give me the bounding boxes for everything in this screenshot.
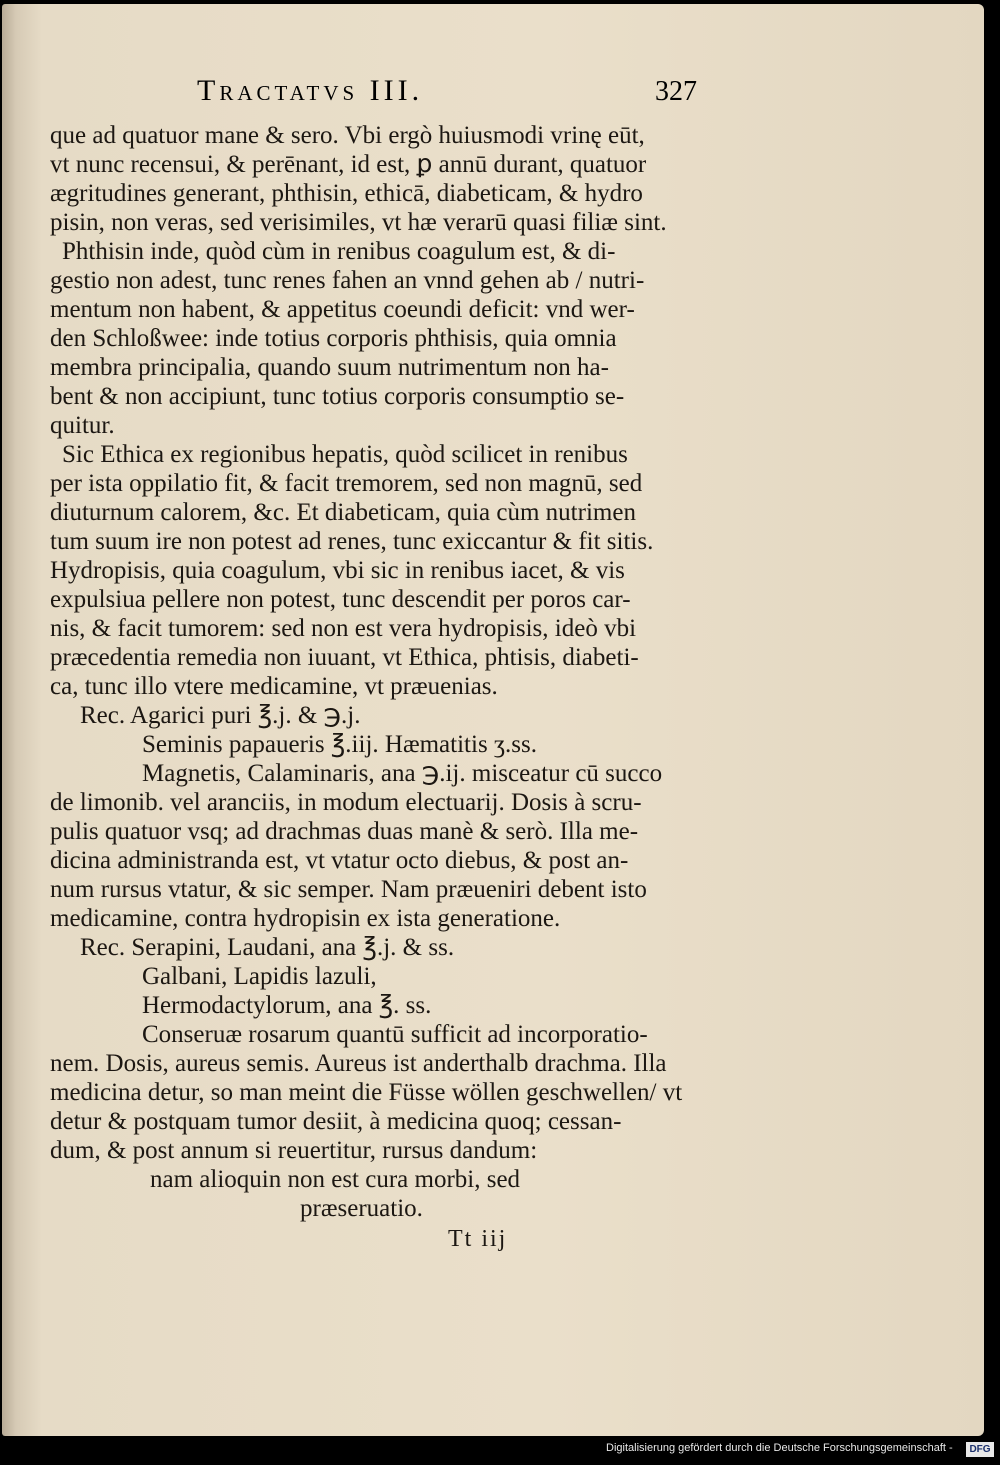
text-line: Seminis papaueris ℥.iij. Hæmatitis ʒ.ss. <box>142 731 537 758</box>
text-line: Hermodactylorum, ana ℥. ss. <box>142 992 432 1019</box>
text-line: medicina detur, so man meint die Füsse wöllen geschwellen/ vt <box>50 1079 683 1106</box>
text-line: Hydropisis, quia coagulum, vbi sic in renibus iacet, & vis <box>50 557 625 584</box>
text-line: dum, & post annum si reuertitur, rursus dandum: <box>50 1137 538 1164</box>
page-header <box>197 74 697 110</box>
page-number: 327 <box>655 76 697 107</box>
text-line: bent & non accipiunt, tunc totius corporis consumptio se- <box>50 383 625 410</box>
text-line: quitur. <box>50 412 115 439</box>
text-line: membra principalia, quando suum nutrimentum non ha- <box>50 354 609 381</box>
text-line: dicina administranda est, vt vtatur octo diebus, & post an- <box>50 847 629 874</box>
text-line: Conseruæ rosarum quantū sufficit ad incorporatio- <box>142 1021 648 1048</box>
text-line: gestio non adest, tunc renes fahen an vnnd gehen ab / nutri- <box>50 267 645 294</box>
text-line: Sic Ethica ex regionibus hepatis, quòd scilicet in renibus <box>62 441 628 468</box>
text-line: tum suum ire non potest ad renes, tunc exiccantur & fit sitis. <box>50 528 654 555</box>
text-line: pisin, non veras, sed verisimiles, vt hæ verarū quasi filiæ sint. <box>50 209 667 236</box>
text-line: Galbani, Lapidis lazuli, <box>142 963 377 990</box>
dfg-logo: DFG <box>966 1442 994 1457</box>
text-line: per ista oppilatio fit, & facit tremorem, sed non magnū, sed <box>50 470 643 497</box>
text-line: mentum non habent, & appetitus coeundi deficit: vnd wer- <box>50 296 635 323</box>
text-line: vt nunc recensui, & perēnant, id est, ꝑ annū durant, quatuor <box>50 151 647 178</box>
text-line: nis, & facit tumorem: sed non est vera hydropisis, ideò vbi <box>50 615 637 642</box>
text-line: pulis quatuor vsq; ad drachmas duas manè & serò. Illa me- <box>50 818 639 845</box>
text-line: præcedentia remedia non iuuant, vt Ethica, phtisis, diabeti- <box>50 644 639 671</box>
text-line: diuturnum calorem, &c. Et diabeticam, quia cùm nutrimen <box>50 499 636 526</box>
text-line: ægritudines generant, phthisin, ethicā, diabeticam, & hydro <box>50 180 643 207</box>
running-title: Tractatvs III. <box>197 74 424 107</box>
text-line: præseruatio. <box>300 1195 423 1222</box>
text-line: nem. Dosis, aureus semis. Aureus ist anderthalb drachma. Illa <box>50 1050 667 1077</box>
signature-mark: Tt iij <box>448 1226 508 1252</box>
text-line: detur & postquam tumor desiit, à medicina quoq; cessan- <box>50 1108 622 1135</box>
text-line: medicamine, contra hydropisin ex ista generatione. <box>50 905 561 932</box>
text-line: de limonib. vel aranciis, in modum electuarij. Dosis à scru- <box>50 789 642 816</box>
text-line: expulsiua pellere non potest, tunc descendit per poros car- <box>50 586 631 613</box>
text-line: num rursus vtatur, & sic semper. Nam præueniri debent isto <box>50 876 647 903</box>
digitization-credit: Digitalisierung gefördert durch die Deutsche Forschungsgemeinschaft - <box>606 1442 953 1454</box>
text-line: ca, tunc illo vtere medicamine, vt præuenias. <box>50 673 498 700</box>
text-line: que ad quatuor mane & sero. Vbi ergò huiusmodi vrinę eūt, <box>50 122 645 149</box>
text-line: Rec. Agarici puri ℥.j. & ℈.j. <box>80 702 361 729</box>
text-line: Rec. Serapini, Laudani, ana ℥.j. & ss. <box>80 934 455 961</box>
text-line: Phthisin inde, quòd cùm in renibus coagulum est, & di- <box>62 238 616 265</box>
text-line: den Schloßwee: inde totius corporis phthisis, quia omnia <box>50 325 617 352</box>
text-line: nam alioquin non est cura morbi, sed <box>150 1166 521 1193</box>
text-line: Magnetis, Calaminaris, ana ℈.ij. misceatur cū succo <box>142 760 663 787</box>
book-page <box>2 4 984 1436</box>
